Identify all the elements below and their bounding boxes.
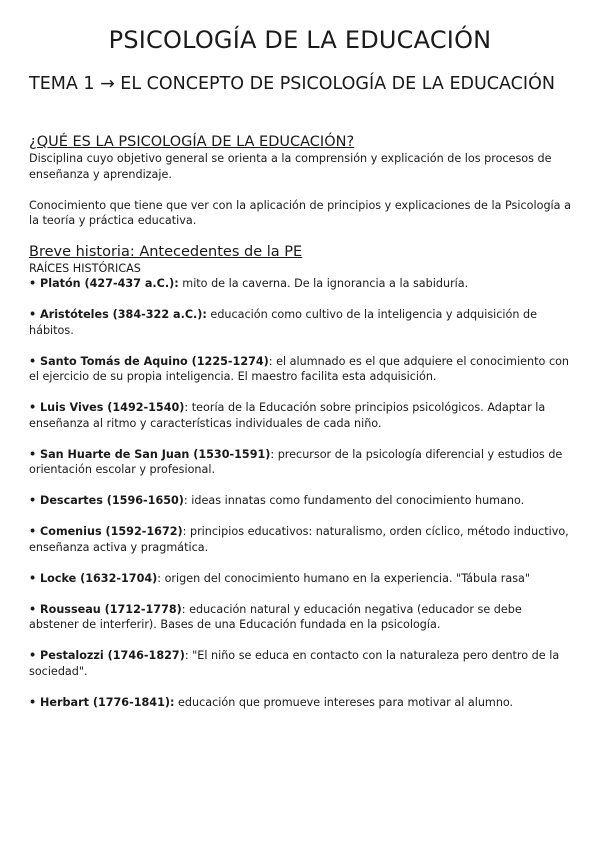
author-name: • Herbart (1776-1841): xyxy=(29,695,175,709)
author-name: • Pestalozzi (1746-1827) xyxy=(29,649,185,662)
author-description: : el alumnado es el que adquiere el conocimiento con el ejercicio de su propia inteligencia. El maestro facilita esta adquisición. xyxy=(29,354,570,383)
list-item-platon xyxy=(29,276,574,292)
list-item-descartes xyxy=(29,493,574,509)
author-name: • Platón (427-437 a.C.): xyxy=(29,277,179,290)
author-name: • Aristóteles (384-322 a.C.): xyxy=(29,308,207,321)
author-name: • Descartes (1596-1650) xyxy=(29,494,184,507)
list-item-locke xyxy=(29,571,574,587)
author-name: • Comenius (1592-1672) xyxy=(29,525,183,538)
list-item-comenius xyxy=(29,524,574,555)
author-description: : "El niño se educa en contacto con la naturaleza pero dentro de la sociedad". xyxy=(29,649,560,678)
topic-title: TEMA 1 → EL CONCEPTO DE PSICOLOGÍA DE LA EDUCACIÓN xyxy=(29,74,555,94)
author-name: • Luis Vives (1492-1540) xyxy=(29,401,185,414)
list-item-luis-vives xyxy=(29,400,574,431)
author-description: : precursor de la psicología diferencial y estudios de orientación escolar y profesional. xyxy=(29,447,563,476)
author-description: mito de la caverna. De la ignorancia a la sabiduría. xyxy=(178,277,469,290)
author-description: educación que promueve intereses para motivar al alumno. xyxy=(174,695,514,709)
knowledge-paragraph: Conocimiento que tiene que ver con la aplicación de principios y explicaciones de la Psicología a la teoría y práctica educativa. xyxy=(29,198,571,227)
list-item-aristoteles xyxy=(29,307,574,338)
author-name: • Santo Tomás de Aquino (1225-1274) xyxy=(29,354,269,368)
section-what-is xyxy=(29,133,574,229)
document-title: PSICOLOGÍA DE LA EDUCACIÓN xyxy=(108,26,492,54)
author-description: : principios educativos: naturalismo, orden cíclico, método inductivo, enseñanza activa y pragmática. xyxy=(29,525,569,554)
author-name: • Locke (1632-1704) xyxy=(29,571,158,585)
list-item-santo-tomas xyxy=(29,354,574,385)
list-item-herbart xyxy=(29,695,574,711)
author-description: : ideas innatas como fundamento del conocimiento humano. xyxy=(183,494,525,507)
author-description: educación como cultivo de la inteligencia y adquisición de hábitos. xyxy=(29,308,538,337)
list-item-rousseau xyxy=(29,602,574,633)
author-description: : educación natural y educación negativa (educador se debe abstener de interferir). Bases de una Educación fundada en la psicología. xyxy=(29,602,522,631)
definition-paragraph: Disciplina cuyo objetivo general se orienta a la comprensión y explicación de los procesos de enseñanza y aprendizaje. xyxy=(29,152,552,181)
section-heading-what-is: ¿QUÉ ES LA PSICOLOGÍA DE LA EDUCACIÓN? xyxy=(29,134,355,150)
author-description: : teoría de la Educación sobre principios psicológicos. Adaptar la enseñanza al ritmo y características individuales de cada niño. xyxy=(29,401,546,430)
list-item-pestalozzi xyxy=(29,648,574,679)
author-name: • Rousseau (1712-1778) xyxy=(29,602,182,616)
section-history xyxy=(29,243,574,726)
historical-roots-subheading: RAÍCES HISTÓRICAS xyxy=(29,262,141,275)
list-item-huarte xyxy=(29,447,574,478)
author-name: • San Huarte de San Juan (1530-1591) xyxy=(29,447,271,461)
author-description: : origen del conocimiento humano en la experiencia. "Tábula rasa" xyxy=(157,571,531,585)
section-heading-history: Breve historia: Antecedentes de la PE xyxy=(29,244,303,260)
